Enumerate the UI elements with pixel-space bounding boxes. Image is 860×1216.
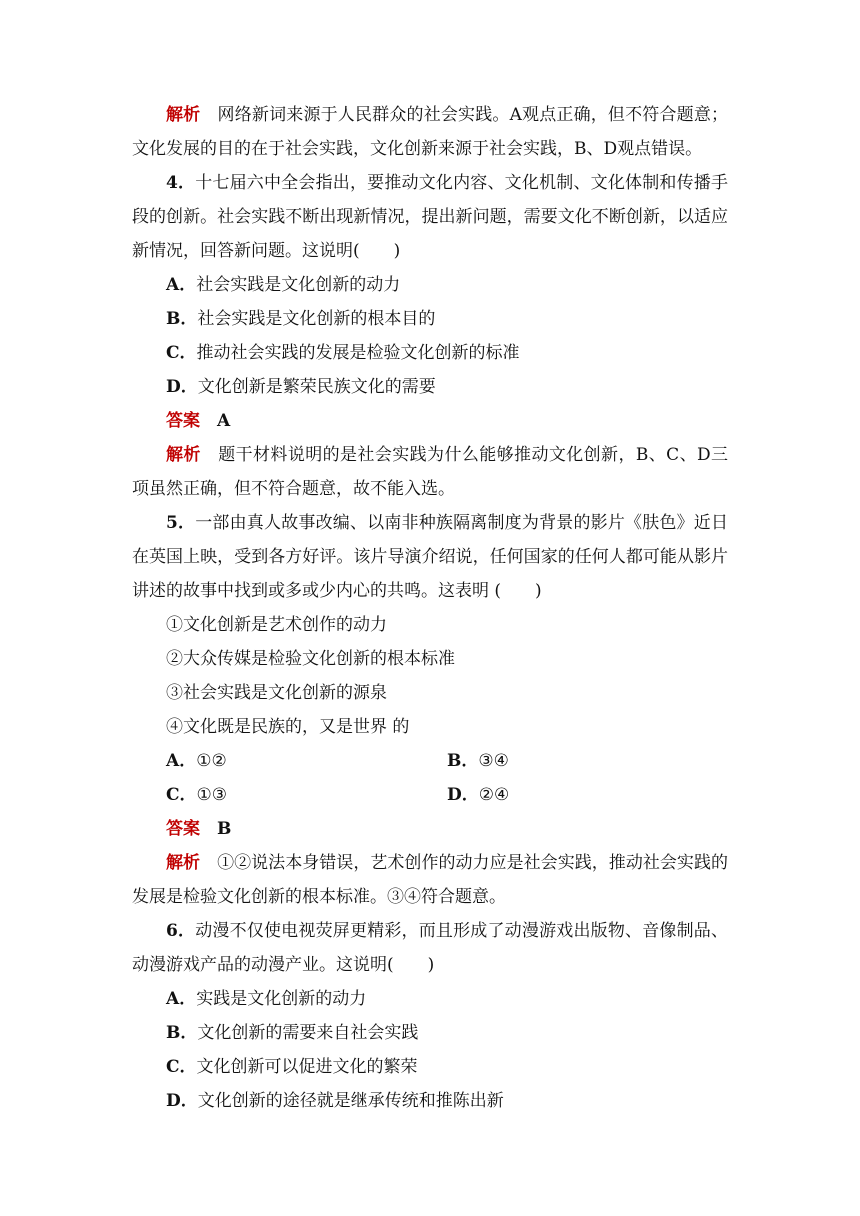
analysis-text: ①②说法本身错误，艺术创作的动力应是社会实践，推动社会实践的发展是检验文化创新的根本标准。③④符合题意。 bbox=[132, 853, 728, 907]
analysis-paragraph bbox=[132, 846, 728, 914]
question-number: 6． bbox=[166, 921, 196, 941]
option-letter: C． bbox=[166, 1057, 197, 1077]
option-text: 文化创新是繁荣民族文化的需要 bbox=[197, 377, 436, 397]
document-content bbox=[132, 98, 728, 1118]
option-line bbox=[132, 268, 728, 302]
question-text: 一部由真人故事改编、以南非种族隔离制度为背景的影片《肤色》近日在英国上映，受到各方好评。该片导演介绍说，任何国家的任何人都可能从影片讲述的故事中找到或多或少内心的共鸣。这表明 ( ) bbox=[132, 513, 728, 601]
question-number: 4． bbox=[166, 173, 196, 193]
option-pair-row bbox=[132, 744, 728, 778]
answer-value: A bbox=[217, 411, 231, 431]
option-text: ③④ bbox=[478, 751, 509, 771]
option-letter: A． bbox=[166, 751, 197, 771]
answer-line bbox=[132, 404, 728, 438]
answer-tag: 答案 bbox=[166, 411, 200, 431]
question-text: 动漫不仅使电视荧屏更精彩，而且形成了动漫游戏出版物、音像制品、动漫游戏产品的动漫产业。这说明( ) bbox=[132, 921, 728, 975]
analysis-text: 网络新词来源于人民群众的社会实践。A观点正确，但不符合题意；文化发展的目的在于社会实践，文化创新来源于社会实践，B、D观点错误。 bbox=[132, 105, 729, 159]
option-left bbox=[166, 778, 447, 812]
statement-text: ③社会实践是文化创新的源泉 bbox=[166, 683, 387, 703]
statement-text: ②大众传媒是检验文化创新的根本标准 bbox=[166, 649, 455, 669]
question-text: 十七届六中全会指出，要推动文化内容、文化机制、文化体制和传播手段的创新。社会实践不断出现新情况，提出新问题，需要文化不断创新，以适应新情况，回答新问题。这说明( ) bbox=[132, 173, 728, 261]
option-text: 社会实践是文化创新的根本目的 bbox=[197, 309, 436, 329]
option-letter: B． bbox=[166, 1023, 198, 1043]
option-right bbox=[447, 744, 728, 778]
statement-line bbox=[132, 608, 728, 642]
option-text: ①② bbox=[196, 751, 227, 771]
option-text: 文化创新的途径就是继承传统和推陈出新 bbox=[197, 1091, 504, 1111]
option-letter: B． bbox=[447, 751, 479, 771]
option-text: 实践是文化创新的动力 bbox=[196, 989, 367, 1009]
option-letter: D． bbox=[447, 785, 479, 805]
statement-line bbox=[132, 676, 728, 710]
option-letter: C． bbox=[166, 343, 197, 363]
question-stem bbox=[132, 914, 728, 982]
analysis-tag: 解析 bbox=[166, 445, 201, 465]
option-line bbox=[132, 982, 728, 1016]
option-text: 文化创新的需要来自社会实践 bbox=[197, 1023, 419, 1043]
statement-line bbox=[132, 710, 728, 744]
option-letter: D． bbox=[166, 377, 198, 397]
analysis-paragraph bbox=[132, 98, 728, 166]
option-letter: D． bbox=[166, 1091, 198, 1111]
option-text: ②④ bbox=[478, 785, 510, 805]
option-line bbox=[132, 1084, 728, 1118]
option-line bbox=[132, 1050, 728, 1084]
analysis-paragraph bbox=[132, 438, 728, 506]
option-pair-row bbox=[132, 778, 728, 812]
answer-line bbox=[132, 812, 728, 846]
question-stem bbox=[132, 506, 728, 608]
option-line bbox=[132, 370, 728, 404]
answer-value: B bbox=[217, 819, 232, 839]
question-stem bbox=[132, 166, 728, 268]
answer-tag: 答案 bbox=[166, 819, 200, 839]
option-line bbox=[132, 1016, 728, 1050]
option-text: 文化创新可以促进文化的繁荣 bbox=[196, 1057, 418, 1077]
analysis-text: 题干材料说明的是社会实践为什么能够推动文化创新，B、C、D三项虽然正确，但不符合题意，故不能入选。 bbox=[132, 445, 729, 499]
option-text: 社会实践是文化创新的动力 bbox=[196, 275, 401, 295]
option-letter: B． bbox=[166, 309, 198, 329]
statement-text: ①文化创新是艺术创作的动力 bbox=[166, 615, 387, 635]
option-letter: C． bbox=[166, 785, 197, 805]
analysis-tag: 解析 bbox=[166, 853, 201, 873]
question-number: 5． bbox=[166, 513, 196, 533]
option-letter: A． bbox=[166, 275, 197, 295]
analysis-tag: 解析 bbox=[166, 105, 201, 125]
option-line bbox=[132, 302, 728, 336]
option-text: 推动社会实践的发展是检验文化创新的标准 bbox=[196, 343, 520, 363]
statement-text: ④文化既是民族的，又是世界 的 bbox=[166, 717, 410, 737]
option-text: ①③ bbox=[196, 785, 228, 805]
option-right bbox=[447, 778, 728, 812]
statement-line bbox=[132, 642, 728, 676]
option-line bbox=[132, 336, 728, 370]
option-left bbox=[166, 744, 447, 778]
option-letter: A． bbox=[166, 989, 197, 1009]
